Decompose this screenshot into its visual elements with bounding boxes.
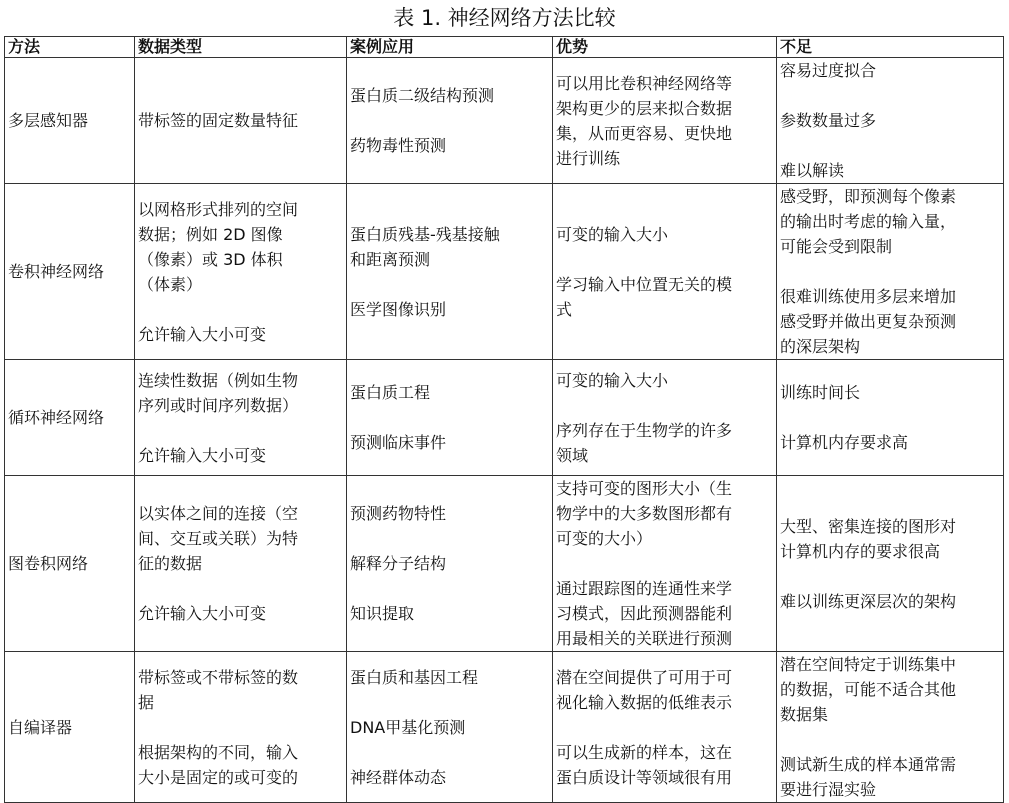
cell-paragraph xyxy=(780,752,1000,802)
cell-text-line: 以网格形式排列的空间 xyxy=(138,199,299,219)
cell-text-line: 计算机内存要求高 xyxy=(780,433,909,452)
cell-text-line: 感受野，即预测每个像素 xyxy=(780,187,957,206)
cell-limitations xyxy=(777,360,1004,476)
cell-text-line: 允许输入大小可变 xyxy=(138,445,267,465)
table-title: 表 1. 神经网络方法比较 xyxy=(393,6,616,30)
cell-paragraph xyxy=(780,589,1000,614)
cell-text-line: 参数数量过多 xyxy=(780,111,877,130)
cell-text-line: 蛋白质工程 xyxy=(350,383,431,402)
cell-text-line: 药物毒性预测 xyxy=(350,136,447,155)
cell-data-type xyxy=(135,58,347,184)
cell-text-line: 计算机内存的要求很高 xyxy=(780,541,941,561)
cell-text-line: 潜在空间提供了可用于可 xyxy=(556,667,733,687)
cell-text-line: 数据集 xyxy=(780,705,829,724)
cell-data-type xyxy=(135,360,347,476)
cell-advantages xyxy=(553,476,777,652)
cell-text-line: 间、交互或关联）为特 xyxy=(138,529,299,548)
cell-text-line: 预测临床事件 xyxy=(350,433,447,452)
cell-text-line: 的数据，可能不适合其他 xyxy=(780,680,957,699)
cell-text-line: 神经群体动态 xyxy=(350,767,447,787)
cell-paragraph xyxy=(780,380,1000,405)
cell-advantages xyxy=(553,184,777,360)
cell-text-line: （体素） xyxy=(138,274,203,294)
cell-text-line: 序列或时间序列数据） xyxy=(138,395,299,415)
cell-method: 自编译器 xyxy=(5,652,135,803)
cell-text-line: 预测药物特性 xyxy=(350,504,447,523)
cell-text-line: 难以解读 xyxy=(780,161,845,180)
cell-text-line: 以实体之间的连接（空 xyxy=(138,504,299,523)
cell-text-line: DNA甲基化预测 xyxy=(350,717,466,737)
cell-text-line: 进行训练 xyxy=(556,148,621,168)
cell-text-line: 连续性数据（例如生物 xyxy=(138,370,299,390)
cell-text-line: 潜在空间特定于训练集中 xyxy=(780,655,957,674)
cell-text-line: 知识提取 xyxy=(350,604,415,623)
cell-paragraph xyxy=(350,133,549,158)
header-data-type: 数据类型 xyxy=(135,37,347,58)
cell-text-line: 数据；例如 2D 图像 xyxy=(138,224,283,244)
cell-text-line: 带标签的固定数量特征 xyxy=(138,111,299,130)
cell-text-line: 领域 xyxy=(556,445,589,465)
header-limitations: 不足 xyxy=(777,37,1004,58)
cell-text-line: 带标签或不带标签的数 xyxy=(138,667,299,687)
cell-text-line: 根据架构的不同，输入 xyxy=(138,742,299,762)
cell-data-type xyxy=(135,184,347,360)
cell-paragraph xyxy=(556,272,773,322)
cell-paragraph xyxy=(138,197,343,297)
cell-applications xyxy=(347,476,553,652)
cell-text-line: 大小是固定的或可变的 xyxy=(138,767,299,787)
cell-text-line: （像素）或 3D 体积 xyxy=(138,249,283,269)
header-method: 方法 xyxy=(5,37,135,58)
cell-applications xyxy=(347,360,553,476)
cell-text-line: 序列存在于生物学的许多 xyxy=(556,420,733,440)
cell-paragraph xyxy=(350,601,549,626)
cell-text-line: 允许输入大小可变 xyxy=(138,604,267,623)
cell-paragraph xyxy=(138,501,343,576)
cell-paragraph xyxy=(780,284,1000,359)
header-advantages: 优势 xyxy=(553,37,777,58)
cell-text-line: 通过跟踪图的连通性来学 xyxy=(556,579,733,598)
cell-text-line: 医学图像识别 xyxy=(350,299,447,319)
cell-text-line: 感受野并做出更复杂预测 xyxy=(780,312,957,331)
cell-advantages xyxy=(553,58,777,184)
cell-paragraph xyxy=(780,430,1000,455)
table-row xyxy=(5,58,1004,184)
cell-paragraph xyxy=(556,665,773,715)
cell-applications xyxy=(347,652,553,803)
cell-text-line: 征的数据 xyxy=(138,554,203,573)
table-row xyxy=(5,360,1004,476)
cell-text-line: 蛋白质设计等领域很有用 xyxy=(556,767,733,787)
cell-text-line: 的深层架构 xyxy=(780,337,861,356)
cell-text-line: 允许输入大小可变 xyxy=(138,324,267,344)
cell-limitations xyxy=(777,184,1004,360)
cell-method: 多层感知器 xyxy=(5,58,135,184)
cell-text-line: 可变的输入大小 xyxy=(556,224,669,244)
cell-paragraph xyxy=(350,715,549,740)
table-header-row xyxy=(5,37,1004,58)
header-applications: 案例应用 xyxy=(347,37,553,58)
cell-paragraph xyxy=(780,514,1000,564)
cell-paragraph xyxy=(138,443,343,468)
cell-paragraph xyxy=(780,108,1000,133)
cell-paragraph xyxy=(556,418,773,468)
cell-text-line: 可变的大小） xyxy=(556,529,653,548)
cell-text-line: 大型、密集连接的图形对 xyxy=(780,516,957,536)
cell-text-line: 蛋白质二级结构预测 xyxy=(350,86,495,105)
comparison-table xyxy=(4,36,1004,803)
cell-paragraph xyxy=(350,430,549,455)
cell-text-line: 难以训练更深层次的架构 xyxy=(780,591,957,611)
cell-paragraph xyxy=(780,184,1000,259)
cell-paragraph xyxy=(556,576,773,651)
cell-text-line: 架构更少的层来拟合数据 xyxy=(556,98,733,118)
cell-applications xyxy=(347,58,553,184)
cell-paragraph xyxy=(780,652,1000,727)
cell-paragraph xyxy=(780,58,1000,83)
cell-advantages xyxy=(553,652,777,803)
cell-paragraph xyxy=(350,551,549,576)
cell-paragraph xyxy=(138,601,343,626)
cell-text-line: 要进行湿实验 xyxy=(780,780,877,799)
cell-paragraph xyxy=(556,71,773,171)
cell-paragraph xyxy=(350,765,549,790)
cell-text-line: 支持可变的图形大小（生 xyxy=(556,479,733,498)
table-row xyxy=(5,184,1004,360)
table-row xyxy=(5,476,1004,652)
cell-paragraph xyxy=(350,222,549,272)
cell-method: 卷积神经网络 xyxy=(5,184,135,360)
cell-paragraph xyxy=(138,665,343,715)
cell-text-line: 据 xyxy=(138,692,155,712)
cell-paragraph xyxy=(350,380,549,405)
cell-paragraph xyxy=(138,368,343,418)
cell-limitations xyxy=(777,652,1004,803)
cell-method: 循环神经网络 xyxy=(5,360,135,476)
cell-paragraph xyxy=(350,83,549,108)
cell-paragraph xyxy=(556,368,773,393)
cell-data-type xyxy=(135,476,347,652)
cell-text-line: 可变的输入大小 xyxy=(556,370,669,390)
cell-text-line: 和距离预测 xyxy=(350,249,431,269)
table-row xyxy=(5,652,1004,803)
cell-method: 图卷积网络 xyxy=(5,476,135,652)
cell-text-line: 可以生成新的样本，这在 xyxy=(556,742,733,762)
cell-text-line: 解释分子结构 xyxy=(350,554,447,573)
cell-paragraph xyxy=(138,322,343,347)
cell-text-line: 集，从而更容易、更快地 xyxy=(556,123,733,143)
cell-text-line: 物学中的大多数图形都有 xyxy=(556,504,733,523)
cell-paragraph xyxy=(556,476,773,551)
cell-paragraph xyxy=(138,108,343,133)
cell-paragraph xyxy=(780,158,1000,183)
cell-paragraph xyxy=(350,665,549,690)
cell-text-line: 学习输入中位置无关的模 xyxy=(556,274,733,294)
cell-advantages xyxy=(553,360,777,476)
cell-applications xyxy=(347,184,553,360)
cell-text-line: 式 xyxy=(556,299,573,319)
cell-paragraph xyxy=(556,740,773,790)
cell-text-line: 的输出时考虑的输入量， xyxy=(780,212,957,231)
cell-text-line: 用最相关的关联进行预测 xyxy=(556,629,733,648)
cell-limitations xyxy=(777,476,1004,652)
cell-text-line: 可以用比卷积神经网络等 xyxy=(556,73,733,93)
cell-paragraph xyxy=(556,222,773,247)
cell-text-line: 可能会受到限制 xyxy=(780,237,893,256)
cell-paragraph xyxy=(350,297,549,322)
cell-text-line: 容易过度拟合 xyxy=(780,61,877,80)
cell-text-line: 测试新生成的样本通常需 xyxy=(780,755,957,774)
cell-text-line: 视化输入数据的低维表示 xyxy=(556,692,733,712)
cell-text-line: 蛋白质残基-残基接触 xyxy=(350,224,500,244)
cell-text-line: 很难训练使用多层来增加 xyxy=(780,287,957,306)
cell-text-line: 蛋白质和基因工程 xyxy=(350,667,479,687)
cell-limitations xyxy=(777,58,1004,184)
cell-text-line: 训练时间长 xyxy=(780,383,861,402)
cell-text-line: 习模式，因此预测器能利 xyxy=(556,604,733,623)
cell-data-type xyxy=(135,652,347,803)
cell-paragraph xyxy=(138,740,343,790)
cell-paragraph xyxy=(350,501,549,526)
